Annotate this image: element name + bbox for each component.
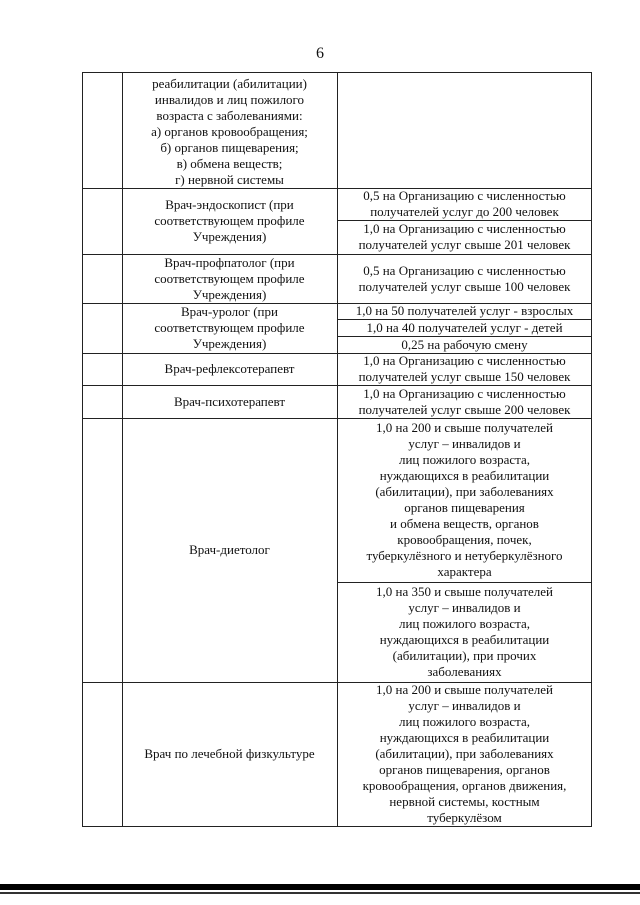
norm-cell: 1,0 на 200 и свыше получателей услуг – инвалидов и лиц пожилого возраста, нуждающихся в реабилитации (абилитации), при заболеваниях органов пищеварения, органов кровообращения, органов движения, нервной системы, костным туберкулёзом	[362, 682, 567, 825]
norm-cell: 0,5 на Организацию с численностью получателей услуг свыше 100 человек	[358, 262, 571, 294]
row-border	[82, 826, 592, 827]
norm-cell: 1,0 на 50 получателей услуг - взрослых	[355, 303, 574, 318]
norm-cell: 1,0 на Организацию с численностью получателей услуг свыше 200 человек	[358, 385, 571, 417]
position-name-cell: реабилитации (абилитации) инвалидов и лиц пожилого возраста с заболеваниями: а) органов кровообращения; б) органов пищеварения; в) обмена веществ; г) нервной системы	[151, 76, 308, 187]
position-name-cell: Врач-уролог (при соответствующем профиле Учреждения)	[154, 304, 305, 351]
table-border-left	[82, 72, 83, 827]
norm-cell: 1,0 на Организацию с численностью получателей услуг свыше 150 человек	[358, 353, 571, 384]
page-number: 6	[316, 45, 324, 62]
staffing-table	[82, 72, 592, 827]
position-name-cell: Врач-рефлексотерапевт	[164, 361, 295, 376]
norm-cell: 1,0 на Организацию с численностью получателей услуг свыше 201 человек	[358, 221, 571, 252]
norm-cell: 1,0 на 350 и свыше получателей услуг – инвалидов и лиц пожилого возраста, нуждающихся в реабилитации (абилитации), при прочих заболеваниях	[375, 584, 554, 679]
scan-edge-bar	[0, 884, 640, 890]
norm-cell: 0,25 на рабочую смену	[401, 336, 528, 352]
position-name-cell: Врач по лечебной физкультуре	[144, 746, 315, 761]
norm-cell	[337, 72, 592, 188]
position-name-cell: Врач-диетолог	[189, 542, 270, 557]
position-name-cell: Врач-психотерапевт	[173, 393, 286, 409]
scan-edge-line	[0, 892, 640, 894]
norm-cell: 1,0 на 200 и свыше получателей услуг – инвалидов и лиц пожилого возраста, нуждающихся в реабилитации (абилитации), при заболеваниях органов пищеварения и обмена веществ, органов кровообращения, почек, туберкулёзного и нетуберкулёзного характера	[366, 420, 563, 579]
norm-cell: 0,5 на Организацию с численностью получателей услуг до 200 человек	[363, 188, 566, 219]
position-name-cell: Врач-эндоскопист (при соответствующем профиле Учреждения)	[154, 197, 305, 244]
norm-cell: 1,0 на 40 получателей услуг - детей	[366, 319, 563, 335]
position-name-cell: Врач-профпатолог (при соответствующем профиле Учреждения)	[154, 254, 305, 302]
